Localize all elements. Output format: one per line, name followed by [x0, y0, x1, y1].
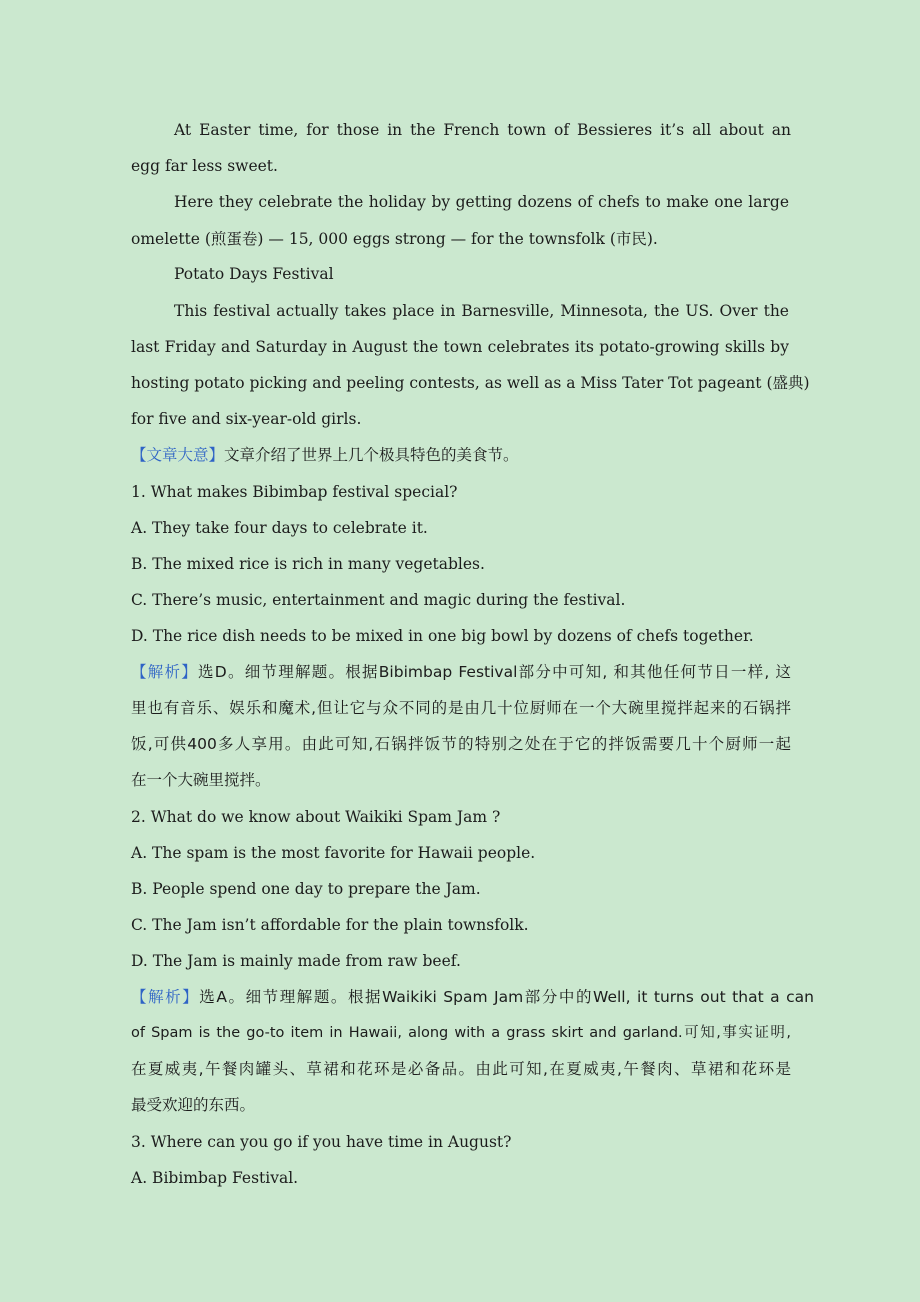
- question-2-analysis-line-4: 最受欢迎的东西。: [131, 1096, 256, 1114]
- question-1-option-b: B. The mixed rice is rich in many vegetables.: [131, 555, 485, 573]
- summary-tag: 【文章大意】: [131, 446, 225, 464]
- potato-paragraph-line-2: last Friday and Saturday in August the town celebrates its potato-growing skills by: [131, 338, 789, 356]
- question-1-analysis-line-4: 在一个大碗里搅拌。: [131, 771, 271, 789]
- question-2-option-c: C. The Jam isn’t affordable for the plain townsfolk.: [131, 916, 529, 934]
- question-1-option-c: C. There’s music, entertainment and magic during the festival.: [131, 591, 626, 609]
- summary-text: 文章介绍了世界上几个极具特色的美食节。: [224, 446, 519, 464]
- easter-paragraph-line-1: At Easter time, for those in the French town of Bessieres it’s all about an: [174, 121, 791, 139]
- question-1-analysis-line-2: 里也有音乐、娱乐和魔术,但让它与众不同的是由几十位厨师在一个大碗里搅拌起来的石锅拌: [131, 699, 791, 717]
- question-1-analysis-tag: 【解析】: [131, 663, 199, 681]
- question-3-stem: 3. Where can you go if you have time in August?: [131, 1133, 512, 1151]
- omelette-paragraph-line-2: omelette (煎蛋卷) — 15, 000 eggs strong — for the townsfolk (市民).: [131, 230, 658, 248]
- easter-paragraph-line-2: egg far less sweet.: [131, 157, 278, 175]
- question-1-analysis-text-1: 选D。细节理解题。根据Bibimbap Festival部分中可知, 和其他任何节日一样, 这: [198, 663, 791, 681]
- question-2-analysis-line-3: 在夏威夷,午餐肉罐头、草裙和花环是必备品。由此可知,在夏威夷,午餐肉、草裙和花环是: [131, 1060, 791, 1078]
- potato-paragraph-line-1: This festival actually takes place in Barnesville, Minnesota, the US. Over the: [174, 302, 789, 320]
- summary-line: [131, 444, 791, 466]
- potato-paragraph-line-4: for five and six-year-old girls.: [131, 410, 362, 428]
- question-1-analysis-line-1: [131, 661, 791, 683]
- omelette-paragraph-line-1: Here they celebrate the holiday by getting dozens of chefs to make one large: [174, 193, 789, 211]
- question-2-analysis-line-1: [131, 986, 814, 1008]
- question-2-stem: 2. What do we know about Waikiki Spam Jam ?: [131, 808, 501, 826]
- question-2-option-b: B. People spend one day to prepare the Jam.: [131, 880, 481, 898]
- question-3-option-a: A. Bibimbap Festival.: [131, 1169, 299, 1187]
- question-2-option-a: A. The spam is the most favorite for Hawaii people.: [131, 844, 536, 862]
- question-1-analysis-line-3: 饭,可供400多人享用。由此可知,石锅拌饭节的特别之处在于它的拌饭需要几十个厨师一起: [131, 735, 791, 753]
- question-2-analysis-line-2: of Spam is the go-to item in Hawaii, along with a grass skirt and garland.可知,事实证明,: [131, 1025, 791, 1041]
- question-1-stem: 1. What makes Bibimbap festival special?: [131, 483, 458, 501]
- potato-festival-heading: Potato Days Festival: [174, 265, 334, 283]
- potato-paragraph-line-3: hosting potato picking and peeling contests, as well as a Miss Tater Tot pageant (盛典): [131, 374, 810, 392]
- question-2-analysis-tag: 【解析】: [131, 988, 200, 1006]
- question-1-option-a: A. They take four days to celebrate it.: [131, 519, 428, 537]
- question-2-analysis-text-1: 选A。细节理解题。根据Waikiki Spam Jam部分中的Well, it turns out that a can: [199, 988, 814, 1006]
- question-2-option-d: D. The Jam is mainly made from raw beef.: [131, 952, 461, 970]
- question-1-option-d: D. The rice dish needs to be mixed in one big bowl by dozens of chefs together.: [131, 627, 754, 645]
